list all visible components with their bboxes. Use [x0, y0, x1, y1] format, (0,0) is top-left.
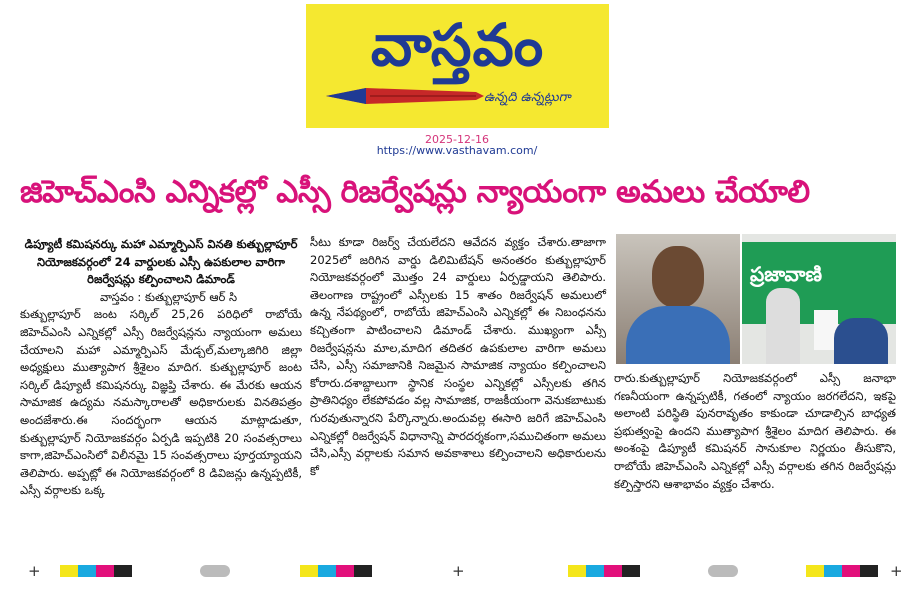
portrait-photo [616, 234, 740, 364]
article-body-1: కుత్బుల్లాపూర్ జంట సర్కిల్ 25,26 పరిధిలో రాబోయే జిహెచ్ఎంసి ఎన్నికల్లో ఎస్సీ రిజర్వేషన్లను న్యాయంగా అమలు చేయాలని మహా ఎమ్మార్పిఎస్ మేడ్చల్,మల్కాజిగిరి జిల్లా అధ్యక్షులు ముత్యాపాగ శ్రీశైలం మాదిగ. కుత్బుల్లాపూర్ జంట సర్కిల్ డిప్యూటీ కమిషనర్కు విజ్ఞప్తి చేశారు. ఈ మేరకు ఆయన సామాజిక ఉద్యమ నమస్కారాలతో అధికారులకు వినతిపత్రం అందజేశారు.ఈ సందర్భంగా ఆయన మాట్లాడుతూ, కుత్బుల్లాపూర్ నియోజకవర్గం ఏర్పడి ఇప్పటికి 20 సంవత్సరాలు కాగా,జిహెచ్ఎంసిలో విలీనమై 15 సంవత్సరాలు పూర్తయ్యాయని తెలిపారు. అప్పట్లో ఈ నియోజకవర్గంలో 8 డివిజన్లు ఉన్నప్పటికీ, ఎస్సీ వర్గాలకు ఒక్క [20, 307, 302, 498]
masthead-title: వాస్తవం [370, 11, 545, 79]
article-byline: వాస్తవం : కుత్బుల్లాపూర్ ఆర్ సి [100, 289, 238, 304]
registration-mark-icon: + [890, 562, 903, 580]
masthead-logo [306, 4, 609, 128]
banner-text: ప్రజావాణి [750, 262, 822, 286]
article-column-3 [614, 370, 896, 493]
print-color-bar [0, 562, 914, 581]
masthead-tagline: ఉన్నది ఉన్నట్లుగా [484, 90, 571, 105]
article-lead: డిప్యూటీ కమిషనర్కు మహా ఎమ్మార్పిఎస్ వినతి కుత్బుల్లాపూర్ నియోజకవర్గంలో 24 వార్డులకు ఎస్సీ ఉపకులాల వారిగా రిజర్వేషన్లు కల్పించాలని డిమాండ్ [24, 237, 298, 287]
registration-mark-icon: + [452, 562, 465, 580]
memorandum-photo [742, 234, 896, 364]
website-link[interactable]: https://www.vasthavam.com/ [376, 144, 538, 157]
article-headline: జిహెచ్ఎంసి ఎన్నికల్లో ఎస్సీ రిజర్వేషన్లు న్యాయంగా అమలు చేయాలి [20, 174, 810, 210]
registration-mark-icon: + [28, 562, 41, 580]
publish-date: 2025-12-16 [425, 133, 489, 146]
article-body-3: రారు.కుత్బుల్లాపూర్ నియోజకవర్గంలో ఎస్సీ జనాభా గణనీయంగా ఉన్నప్పటికీ, గతంలో న్యాయం జరగలేదని, ఇకపై అలాంటి పరిస్థితి పునరావృతం కాకుండా చూడాల్సిన బాధ్యత ప్రభుత్వంపై ఉందని ముత్యాపాగ శ్రీశైలం మాదిగ తెలిపారు. ఈ అంశంపై డిప్యూటీ కమిషనర్ సానుకూల నిర్ణయం తీసుకొని, రాబోయే జిహెచ్ఎంసి ఎన్నికల్లో ఎస్సీ వర్గాలకు తగిన రిజర్వేషన్లు కల్పిస్తారని ఆశాభావం వ్యక్తం చేశారు. [614, 371, 896, 491]
article-column-1 [20, 236, 302, 500]
article-body-2: సీటు కూడా రిజర్వ్ చేయలేదని ఆవేదన వ్యక్తం చేశారు.తాజాగా 2025లో జరిగిన వార్డు డిలిమిటేషన్ అనంతరం కుత్బుల్లాపూర్ నియోజకవర్గంలో మొత్తం 24 వార్డులు ఏర్పడ్డాయని తెలిపారు. తెలంగాణ రాష్ట్రంలో ఎస్సీలకు 15 శాతం రిజర్వేషన్ అమలులో ఉన్న నేపథ్యంలో, రాబోయే జిహెచ్ఎంసి ఎన్నికల్లో ఈ నిబంధనను కచ్చితంగా పాటించాలని డిమాండ్ చేశారు. ముఖ్యంగా ఎస్సీ రిజర్వేషన్లను మాల,మాదిగ తదితర ఉపకులాల వారిగా అమలు చేసి, ఎస్సీ సమాజానికి నిజమైన సామాజిక న్యాయం కల్పించాలని కోరారు.దశాబ్దాలుగా స్థానిక సంస్థల ఎన్నికల్లో ఎస్సీలకు తగిన ప్రాతినిధ్యం లేకపోవడం వల్ల సామాజిక, రాజకీయంగా వెనుకబాటుకు గురవుతున్నారని పేర్కొన్నారు.అందువల్ల ఈసారి జరిగే జిహెచ్ఎంసి ఎన్నికల్లో రిజర్వేషన్ విధానాన్ని పారదర్శకంగా,సముచితంగా అమలు చేసి,ఎస్సీ వర్గాలకు సమాన అవకాశాలు కల్పించాలని అధికారులను కో [310, 235, 606, 478]
article-column-2 [310, 234, 606, 480]
pen-nib-icon [326, 84, 486, 108]
